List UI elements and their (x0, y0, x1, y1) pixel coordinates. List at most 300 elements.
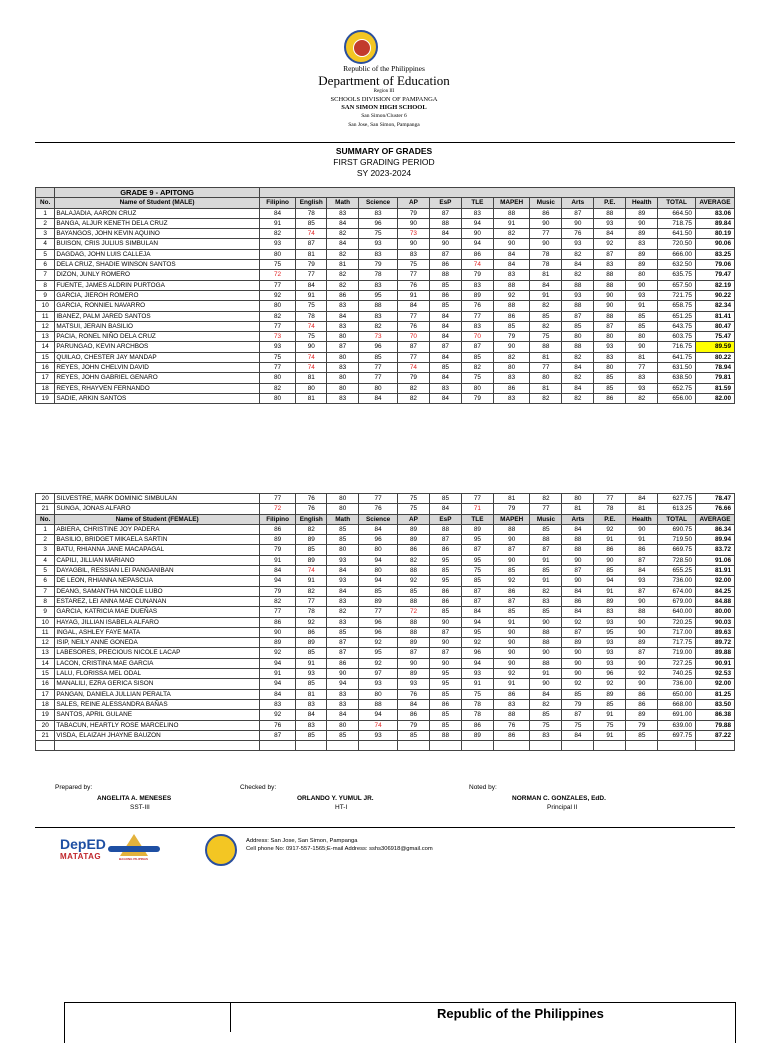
grade-cell: 92 (562, 679, 594, 689)
grade-cell: 84 (429, 229, 461, 239)
grade-cell: 83 (327, 208, 359, 218)
student-name: BASILIO, BRIDGET MIKAELA SARTIN (55, 535, 259, 545)
grade-cell: 96 (359, 218, 398, 228)
grade-cell: 82 (259, 229, 296, 239)
grade-cell: 81 (530, 383, 562, 393)
grade-cell: 77 (397, 270, 429, 280)
total-cell: 716.75 (658, 342, 696, 352)
grade-cell: 89 (594, 596, 626, 606)
grade-cell: 89 (626, 710, 658, 720)
grade-cell: 83 (259, 699, 296, 709)
grade-cell: 93 (626, 576, 658, 586)
grade-cell: 79 (397, 373, 429, 383)
grade-cell: 88 (493, 301, 530, 311)
row-number: 1 (36, 524, 55, 534)
column-header: AVERAGE (695, 198, 734, 208)
row-number: 16 (36, 363, 55, 373)
grade-cell: 91 (530, 290, 562, 300)
grade-cell: 85 (429, 607, 461, 617)
student-row (36, 504, 735, 514)
grade-cell: 88 (493, 208, 530, 218)
grade-cell: 94 (461, 617, 493, 627)
grade-cell: 93 (594, 638, 626, 648)
grade-cell: 86 (429, 699, 461, 709)
grade-cell: 75 (397, 260, 429, 270)
student-row (36, 710, 735, 720)
grade-cell: 91 (594, 710, 626, 720)
checked-label: Checked by: (240, 784, 277, 791)
grade-cell: 84 (461, 607, 493, 617)
grade-cell: 85 (327, 524, 359, 534)
grade-cell: 82 (296, 586, 327, 596)
grade-cell: 85 (327, 730, 359, 740)
grade-cell: 89 (626, 229, 658, 239)
grade-cell: 80 (594, 332, 626, 342)
grade-cell: 79 (296, 260, 327, 270)
grade-cell: 81 (296, 373, 327, 383)
grade-cell: 85 (429, 280, 461, 290)
student-row (36, 627, 735, 637)
student-row (36, 679, 735, 689)
grade-cell: 74 (296, 229, 327, 239)
grade-cell: 78 (296, 607, 327, 617)
row-number: 6 (36, 576, 55, 586)
grade-cell: 93 (327, 576, 359, 586)
grade-cell: 75 (259, 260, 296, 270)
grade-cell: 83 (530, 596, 562, 606)
row-number: 1 (36, 208, 55, 218)
grade-cell: 85 (594, 699, 626, 709)
grade-cell: 83 (594, 607, 626, 617)
student-row (36, 669, 735, 679)
grade-cell: 80 (327, 545, 359, 555)
student-row (36, 720, 735, 730)
grade-cell: 80 (259, 373, 296, 383)
grade-cell: 75 (530, 720, 562, 730)
student-row (36, 260, 735, 270)
total-cell: 655.25 (658, 566, 696, 576)
grade-cell: 85 (461, 576, 493, 586)
average-cell: 89.63 (696, 627, 735, 637)
grade-cell: 84 (429, 311, 461, 321)
student-row (36, 383, 735, 393)
row-number: 14 (36, 658, 55, 668)
grade-cell: 84 (626, 566, 658, 576)
row-number: 3 (36, 545, 55, 555)
student-row (36, 607, 735, 617)
grade-cell: 82 (398, 555, 430, 565)
grade-cell: 70 (461, 332, 493, 342)
student-name: ISIP, NEILY ANNE GONEDA (55, 638, 259, 648)
grade-cell: 89 (296, 638, 327, 648)
grade-cell: 90 (530, 239, 562, 249)
total-cell: 717.75 (658, 638, 696, 648)
row-number: 9 (36, 290, 55, 300)
grade-cell: 89 (626, 208, 658, 218)
grade-cell: 82 (327, 607, 359, 617)
grade-cell: 89 (594, 689, 626, 699)
average-cell: 82.19 (695, 280, 734, 290)
cluster-label: San Simon/Cluster 6 (361, 113, 407, 119)
grade-cell: 90 (493, 638, 530, 648)
noted-label: Noted by: (469, 784, 497, 791)
grade-cell: 88 (626, 607, 658, 617)
grade-cell: 81 (296, 689, 327, 699)
grade-cell: 71 (461, 504, 493, 514)
grade-cell: 82 (626, 393, 658, 403)
grade-cell: 95 (461, 555, 493, 565)
row-number: 5 (36, 249, 55, 259)
average-cell: 86.34 (696, 524, 735, 534)
grade-cell: 84 (429, 352, 461, 362)
student-name: REYES, JOHN GABRIEL GENARO (55, 373, 259, 383)
grade-cell: 86 (493, 383, 530, 393)
grade-cell: 92 (259, 290, 296, 300)
student-row (36, 218, 735, 228)
section-name: GRADE 9 - APITONG (55, 188, 259, 198)
grade-cell: 92 (594, 524, 626, 534)
grade-cell: 96 (359, 342, 398, 352)
total-cell: 635.75 (658, 270, 696, 280)
grade-cell: 76 (397, 280, 429, 290)
grade-cell: 88 (530, 658, 562, 668)
total-cell: 720.25 (658, 617, 696, 627)
grade-cell: 83 (359, 249, 398, 259)
republic-label: Republic of the Philippines (343, 64, 425, 73)
grade-cell: 88 (493, 710, 530, 720)
grade-cell: 90 (626, 627, 658, 637)
grade-cell: 91 (493, 617, 530, 627)
student-name: DIZON, JUNLY ROMERO (55, 270, 259, 280)
grade-cell: 86 (594, 393, 626, 403)
student-name: BUISON, CRIS JULIUS SIMBULAN (55, 239, 259, 249)
grade-cell: 87 (461, 545, 493, 555)
average-cell: 83.25 (695, 249, 734, 259)
grade-cell: 86 (327, 290, 359, 300)
average-cell: 79.47 (695, 270, 734, 280)
male-header-row (36, 198, 735, 208)
student-name: ABIERA, CHRISTINE JOY PADERA (55, 524, 259, 534)
row-number: 21 (36, 504, 55, 514)
total-cell: 639.00 (658, 720, 696, 730)
average-cell: 90.22 (695, 290, 734, 300)
matatag-logo: MATATAG (60, 852, 102, 861)
grade-cell: 85 (530, 311, 562, 321)
grade-cell: 78 (296, 311, 327, 321)
grade-cell: 93 (626, 290, 658, 300)
grade-cell: 92 (259, 710, 296, 720)
average-cell: 86.38 (696, 710, 735, 720)
grade-cell: 97 (359, 669, 398, 679)
grade-cell: 90 (626, 280, 658, 290)
grade-cell: 87 (461, 342, 493, 352)
grade-cell: 87 (398, 648, 430, 658)
grade-cell: 91 (296, 576, 327, 586)
grade-cell: 88 (398, 627, 430, 637)
average-cell: 80.47 (695, 321, 734, 331)
grade-cell: 75 (296, 301, 327, 311)
grade-cell: 88 (594, 270, 626, 280)
grade-cell: 96 (461, 648, 493, 658)
grade-cell: 87 (429, 249, 461, 259)
row-number: 10 (36, 617, 55, 627)
grade-cell: 85 (429, 566, 461, 576)
average-cell: 79.88 (696, 720, 735, 730)
row-number: 18 (36, 383, 55, 393)
grade-cell: 90 (626, 617, 658, 627)
student-row (36, 321, 735, 331)
grade-cell: 91 (530, 576, 562, 586)
grade-cell: 84 (259, 208, 296, 218)
grade-cell: 80 (259, 249, 296, 259)
grade-cell: 75 (359, 229, 398, 239)
average-cell: 82.00 (695, 393, 734, 403)
grade-cell: 85 (429, 720, 461, 730)
grade-cell: 87 (461, 596, 493, 606)
bagong-pilipinas-icon (120, 834, 148, 856)
grade-cell: 84 (327, 710, 359, 720)
grade-cell: 94 (359, 555, 398, 565)
grade-cell: 79 (493, 332, 530, 342)
student-row (36, 596, 735, 606)
grade-cell: 88 (398, 596, 430, 606)
column-header: Science (359, 198, 398, 208)
grade-cell: 89 (259, 638, 296, 648)
student-row (36, 576, 735, 586)
total-cell: 669.75 (658, 545, 696, 555)
grade-cell: 95 (429, 669, 461, 679)
grade-cell: 75 (594, 720, 626, 730)
grade-cell: 95 (594, 627, 626, 637)
grade-cell: 86 (493, 689, 530, 699)
grade-cell: 82 (259, 596, 296, 606)
grade-cell: 88 (562, 342, 594, 352)
grade-cell: 87 (296, 239, 327, 249)
noted-title: Principal II (547, 804, 578, 811)
grade-cell: 84 (530, 280, 562, 290)
row-number: 6 (36, 260, 55, 270)
total-cell: 717.00 (658, 627, 696, 637)
student-name: GARCIA, JIEROH ROMERO (55, 290, 259, 300)
grade-cell: 85 (429, 710, 461, 720)
average-cell: 83.72 (696, 545, 735, 555)
grade-cell: 86 (626, 699, 658, 709)
grade-cell: 90 (429, 617, 461, 627)
school-address: San Jose, San Simon, Pampanga (348, 122, 420, 128)
average-cell: 92.00 (696, 679, 735, 689)
grade-cell: 90 (530, 679, 562, 689)
grade-cell: 80 (359, 566, 398, 576)
total-cell: 643.75 (658, 321, 696, 331)
grade-cell: 75 (461, 566, 493, 576)
row-number: 17 (36, 373, 55, 383)
average-cell: 80.22 (695, 352, 734, 362)
total-cell: 652.75 (658, 383, 696, 393)
row-number: 4 (36, 239, 55, 249)
grade-cell: 90 (626, 679, 658, 689)
grade-cell: 83 (530, 730, 562, 740)
grade-cell: 82 (327, 270, 359, 280)
student-name: IBANEZ, PALM JARED SANTOS (55, 311, 259, 321)
grade-cell: 86 (259, 617, 296, 627)
grade-cell: 83 (327, 689, 359, 699)
total-cell: 658.75 (658, 301, 696, 311)
grade-cell: 85 (296, 648, 327, 658)
total-cell: 627.75 (658, 494, 696, 504)
column-header: Health (626, 198, 658, 208)
column-header: P.E. (594, 514, 626, 524)
student-name: DE LEON, RHIANNA NEPASCUA (55, 576, 259, 586)
grade-cell: 89 (626, 260, 658, 270)
grade-cell: 87 (429, 342, 461, 352)
total-cell: 719.50 (658, 535, 696, 545)
column-header: P.E. (594, 198, 626, 208)
total-cell: 679.00 (658, 596, 696, 606)
grade-cell: 83 (327, 321, 359, 331)
grade-cell: 91 (296, 290, 327, 300)
grade-cell: 83 (327, 617, 359, 627)
student-row (36, 566, 735, 576)
student-name: SILVESTRE, MARK DOMINIC SIMBULAN (55, 494, 259, 504)
grade-cell: 92 (359, 658, 398, 668)
grade-cell: 90 (493, 342, 530, 352)
grade-cell: 83 (359, 280, 398, 290)
grade-cell: 84 (562, 260, 594, 270)
grade-cell: 87 (429, 627, 461, 637)
average-cell: 83.06 (695, 208, 734, 218)
grade-cell: 89 (398, 638, 430, 648)
next-page-header-box (64, 1002, 736, 1043)
grade-cell: 95 (429, 679, 461, 689)
grade-cell: 90 (493, 658, 530, 668)
grade-cell: 79 (398, 720, 430, 730)
student-row (36, 363, 735, 373)
grade-cell: 90 (530, 648, 562, 658)
grade-cell: 78 (530, 249, 562, 259)
column-header: TOTAL (658, 198, 696, 208)
grade-cell: 82 (259, 383, 296, 393)
row-number: 2 (36, 535, 55, 545)
grade-cell: 86 (429, 596, 461, 606)
row-number: 11 (36, 627, 55, 637)
grade-cell: 85 (594, 566, 626, 576)
deped-logo: DepED (60, 836, 106, 852)
grade-cell: 81 (530, 352, 562, 362)
grade-cell: 90 (626, 596, 658, 606)
grade-cell: 82 (562, 393, 594, 403)
grade-cell: 90 (327, 669, 359, 679)
grade-cell: 79 (397, 208, 429, 218)
average-cell: 75.47 (695, 332, 734, 342)
grade-cell: 83 (493, 699, 530, 709)
grade-cell: 87 (562, 710, 594, 720)
grade-cell: 85 (530, 710, 562, 720)
grade-cell: 93 (327, 555, 359, 565)
student-name: FUENTE, JAMES ALDRIN PURTOGA (55, 280, 259, 290)
student-row (36, 689, 735, 699)
grade-cell: 82 (397, 383, 429, 393)
grade-cell: 85 (626, 321, 658, 331)
checked-name: ORLANDO Y. YUMUL JR. (297, 795, 374, 802)
grade-cell: 93 (594, 648, 626, 658)
grade-cell: 85 (296, 218, 327, 228)
grade-cell: 85 (327, 627, 359, 637)
grade-cell: 94 (359, 576, 398, 586)
grade-cell: 81 (296, 393, 327, 403)
average-cell: 84.25 (696, 586, 735, 596)
grade-cell: 92 (626, 669, 658, 679)
grade-cell: 78 (461, 699, 493, 709)
grade-cell: 83 (594, 352, 626, 362)
grade-cell: 83 (429, 383, 461, 393)
grade-cell: 78 (359, 270, 398, 280)
grade-cell: 89 (398, 524, 430, 534)
grade-cell: 85 (296, 679, 327, 689)
grade-cell: 84 (562, 524, 594, 534)
grade-cell: 74 (359, 720, 398, 730)
grade-cell: 86 (493, 730, 530, 740)
student-name: REYES, JOHN CHELVIN DAVID (55, 363, 259, 373)
column-header: Arts (562, 514, 594, 524)
grade-cell: 85 (359, 586, 398, 596)
grade-cell: 85 (493, 607, 530, 617)
grade-cell: 90 (397, 218, 429, 228)
grade-cell: 80 (327, 494, 359, 504)
grade-cell: 79 (562, 699, 594, 709)
grade-cell: 84 (327, 218, 359, 228)
male-grades-table (35, 187, 735, 404)
grade-cell: 88 (359, 699, 398, 709)
grade-cell: 90 (530, 218, 562, 228)
grade-cell: 92 (398, 576, 430, 586)
grade-cell: 91 (461, 679, 493, 689)
student-row (36, 301, 735, 311)
grade-cell: 88 (359, 301, 398, 311)
grade-cell: 87 (461, 586, 493, 596)
student-row (36, 648, 735, 658)
grade-cell: 91 (259, 218, 296, 228)
grade-cell: 80 (594, 363, 626, 373)
grade-cell: 85 (562, 689, 594, 699)
grade-cell: 88 (562, 301, 594, 311)
grade-cell: 94 (259, 576, 296, 586)
grade-cell: 92 (493, 290, 530, 300)
grade-cell: 82 (327, 249, 359, 259)
grade-cell: 92 (461, 638, 493, 648)
row-number: 3 (36, 229, 55, 239)
grade-cell: 82 (562, 270, 594, 280)
average-cell: 79.06 (695, 260, 734, 270)
average-cell: 79.81 (695, 373, 734, 383)
grade-cell: 90 (562, 555, 594, 565)
grade-cell: 90 (259, 627, 296, 637)
student-name: GARCIA, KATRICIA MAE DUEÑAS (55, 607, 259, 617)
grade-cell: 84 (397, 301, 429, 311)
grade-cell: 91 (594, 586, 626, 596)
grade-cell: 85 (530, 607, 562, 617)
column-header: MAPEH (493, 198, 530, 208)
grade-cell: 91 (397, 290, 429, 300)
student-name: SALES, REINE ALESSANDRA BAÑAS (55, 699, 259, 709)
grade-cell: 80 (296, 383, 327, 393)
grade-cell: 92 (359, 638, 398, 648)
grade-cell: 88 (429, 270, 461, 280)
grade-cell: 90 (429, 658, 461, 668)
grade-cell: 87 (493, 545, 530, 555)
total-cell: 668.00 (658, 699, 696, 709)
grade-cell: 80 (327, 504, 359, 514)
average-cell: 90.06 (695, 239, 734, 249)
